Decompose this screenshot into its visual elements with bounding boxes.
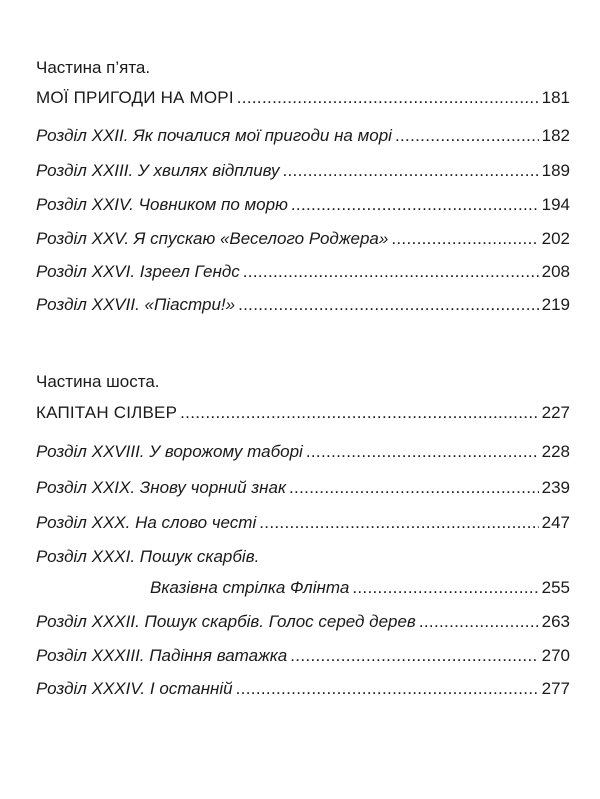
- leader-dots: [395, 126, 539, 146]
- chapter-title: Розділ XXIX. Знову чорний знак: [36, 478, 287, 497]
- toc-entry-chapter-28[interactable]: [36, 442, 570, 462]
- chapter-title: Розділ XXXII. Пошук скарбів. Голос серед дерев: [36, 612, 416, 631]
- leader-dots: [291, 195, 539, 215]
- chapter-title: Розділ XXXIV. І останній: [36, 679, 233, 698]
- leader-dots: [180, 403, 539, 423]
- chapter-title: Розділ XXVII. «Піастри!»: [36, 295, 236, 314]
- leader-dots: [391, 229, 538, 249]
- toc-entry-chapter-24[interactable]: [36, 195, 570, 215]
- leader-dots: [238, 295, 539, 315]
- toc-entry-chapter-25[interactable]: [36, 229, 570, 249]
- leader-dots: [243, 262, 539, 282]
- chapter-page: 194: [541, 195, 570, 214]
- leader-dots: [290, 646, 538, 666]
- toc-entry-chapter-33[interactable]: [36, 646, 570, 666]
- part-five-page: 181: [541, 88, 570, 107]
- leader-dots: [419, 612, 539, 632]
- chapter-title: Розділ XXII. Як почалися мої пригоди на морі: [36, 126, 392, 145]
- chapter-page: 189: [541, 161, 570, 180]
- part-six-heading[interactable]: [36, 403, 570, 423]
- chapter-page: 239: [541, 478, 570, 497]
- chapter-title-continuation: Вказівна стрілка Флінта: [150, 578, 350, 597]
- chapter-page: 202: [541, 229, 570, 248]
- leader-dots: [236, 679, 539, 699]
- chapter-page: 277: [541, 679, 570, 698]
- part-six-title: КАПІТАН СІЛВЕР: [36, 403, 178, 422]
- toc-entry-chapter-31-first-line[interactable]: Розділ XXXI. Пошук скарбів.: [36, 547, 260, 566]
- leader-dots: [352, 578, 538, 598]
- chapter-page: 255: [541, 578, 570, 597]
- chapter-page: 247: [541, 513, 570, 532]
- part-six-page: 227: [541, 403, 570, 422]
- chapter-title: Розділ XXVIII. У ворожому таборі: [36, 442, 303, 461]
- toc-entry-chapter-30[interactable]: [36, 513, 570, 533]
- chapter-page: 182: [541, 126, 570, 145]
- chapter-title: Розділ XXVI. Ізреел Гендс: [36, 262, 240, 281]
- toc-entry-chapter-34[interactable]: [36, 679, 570, 699]
- toc-entry-chapter-26[interactable]: [36, 262, 570, 282]
- chapter-title: Розділ XXXIII. Падіння ватажка: [36, 646, 288, 665]
- toc-entry-chapter-27[interactable]: [36, 295, 570, 315]
- chapter-title: Розділ XXIV. Човником по морю: [36, 195, 288, 214]
- part-five-label: Частина п’ята.: [36, 58, 151, 77]
- chapter-page: 219: [541, 295, 570, 314]
- chapter-page: 208: [541, 262, 570, 281]
- chapter-title: Розділ XXX. На слово честі: [36, 513, 257, 532]
- chapter-title: Розділ XXV. Я спускаю «Веселого Роджера»: [36, 229, 389, 248]
- leader-dots: [237, 88, 539, 108]
- chapter-page: 270: [541, 646, 570, 665]
- chapter-page: 228: [541, 442, 570, 461]
- toc-entry-chapter-32[interactable]: [36, 612, 570, 632]
- chapter-title: Розділ XXIII. У хвилях відпливу: [36, 161, 280, 180]
- leader-dots: [289, 478, 539, 498]
- part-five-title: МОЇ ПРИГОДИ НА МОРІ: [36, 88, 234, 107]
- toc-entry-chapter-31[interactable]: [150, 578, 570, 598]
- toc-entry-chapter-23[interactable]: [36, 161, 570, 181]
- part-six-label: Частина шоста.: [36, 372, 160, 391]
- toc-entry-chapter-29[interactable]: [36, 478, 570, 498]
- leader-dots: [282, 161, 538, 181]
- chapter-page: 263: [541, 612, 570, 631]
- leader-dots: [306, 442, 539, 462]
- leader-dots: [259, 513, 538, 533]
- toc-entry-chapter-22[interactable]: [36, 126, 570, 146]
- part-five-heading[interactable]: [36, 88, 570, 108]
